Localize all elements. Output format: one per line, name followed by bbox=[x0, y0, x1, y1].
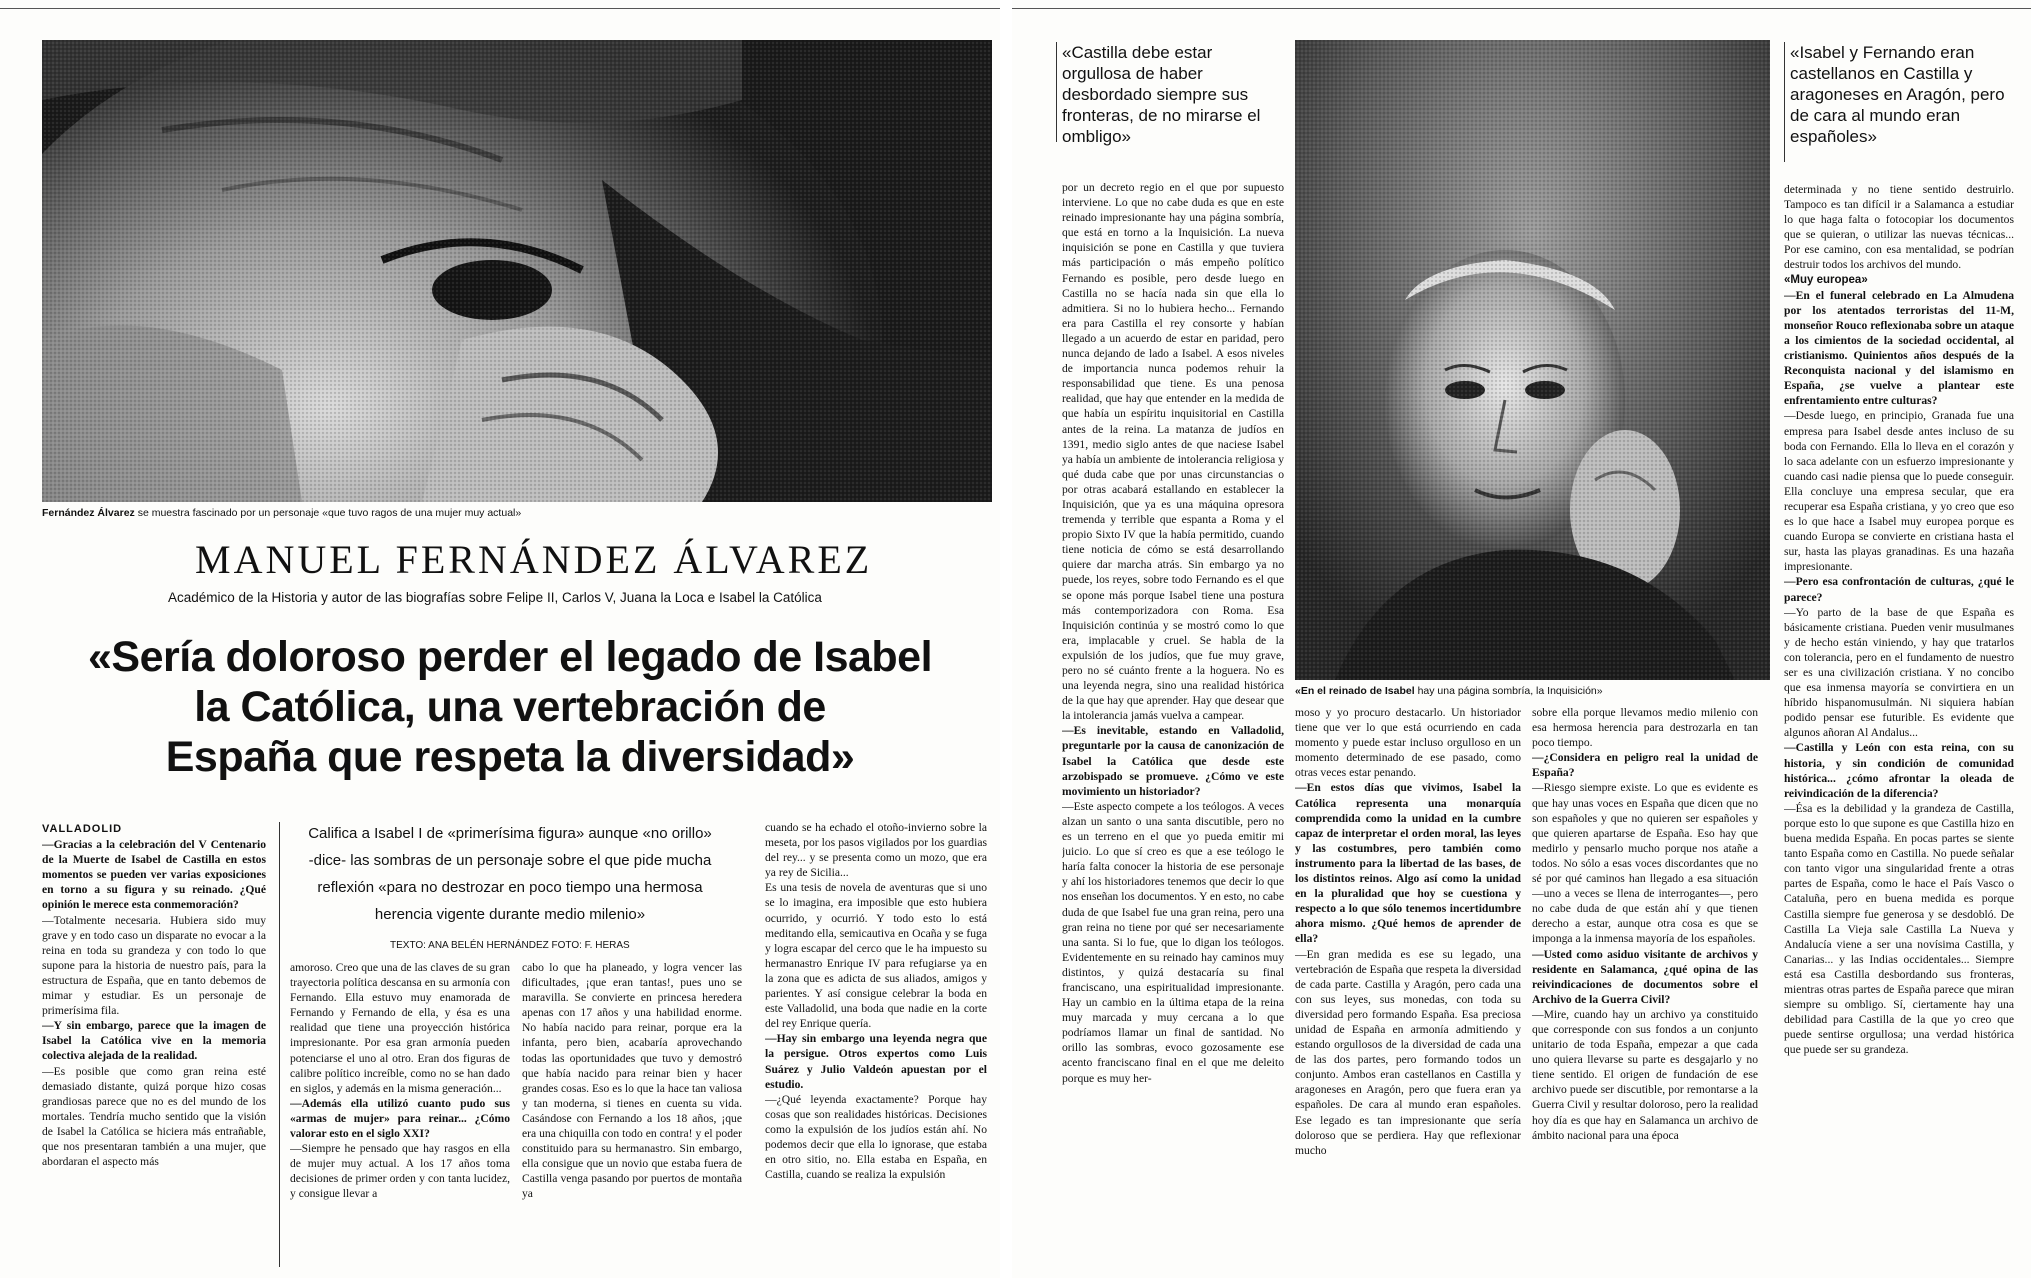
caption-name: Fernández Álvarez bbox=[42, 507, 135, 519]
right-column-2 bbox=[1295, 705, 1521, 1267]
interview-answer: —Yo parto de la base de que España es básicamente cristiana. Pueden venir musulmanes y de hecho están viniendo, y hay que tratarlos con tolerancia, pero en el fundamento de nuestro ser es una civilización cristiana. Y no concibo que esa inmensa mayoría se convirtiera en un híbrido hispanomusulmán. Ni siquiera habían podido pensar ese futurible. Es evidente que algunos añoran Al Andalus... bbox=[1784, 605, 2014, 740]
interview-question: —En el funeral celebrado en La Almudena por los atentados terroristas del 11-M, monseñor Rouco reflexionaba sobre un ataque a los cimientos de la sociedad occidental, al cristianismo. Quinientos años después de la Reconquista nacional y del islamismo en España, ¿se vuelve a plantear este enfrentamiento entre culturas? bbox=[1784, 288, 2014, 408]
interview-answer: cuando se ha echado el otoño-invierno sobre la meseta, por los pasos vigilados por los guardias del rey... y se presenta como un mozo, que era ya rey de Sicilia... bbox=[765, 821, 987, 880]
interview-answer: cabo lo que ha planeado, y logra vencer las dificultades, ¡que eran tantas!, pues uno se maravilla. Se convierte en princesa heredera apenas con 17 años y una habilidad enorme. No había nacido para reinar, porque era la infanta, pero bien, acabaría aprovechando todas las oportunidades que tuvo y demostró que había nacido para reinar bien y hacer grandes cosas. Eso es lo que la hace tan valiosa y tan moderna, si tienes en cuenta su vida. Casándose con Fernando a los 18 años, ¡que era una chiquilla con todo en contra! y el poder constituido para su hermanastro. Sin embargo, ella consigue que un novio que estaba fuera de Castilla venga pasando por puertos de montaña ya bbox=[522, 961, 742, 1201]
interview-answer: amoroso. Creo que una de las claves de su gran trayectoria política descansa en su armonía con Fernando. Ella estuvo muy enamorada de Fernando y Fernando de ella, y ésa es una realidad que tiene una proyección histórica impresionante. Por esa gran armonía pueden potenciarse el uno al otro. Eran dos figuras de calibre político increíble, como no se han dado en siglos, y además en la misma generación... bbox=[290, 961, 510, 1095]
interview-answer: Es una tesis de novela de aventuras que si uno se lo imagina, era imposible que esto hubiera ocurrido, y ocurrió. Y todo esto lo está meditando ella, semicautiva en Ocaña y se fuga y logra escapar del cerco que le ha impuesto su hermanastro Enrique IV para refugiarse ya en la zona que es adicta de sus aliados, amigos y parientes. Y así consigue celebrar la boda en este Valladolid, una boda que nadie en la corte del rey Enrique quería. bbox=[765, 881, 987, 1031]
interview-answer: —En gran medida es ese su legado, una vertebración de España que respeta la diversidad de cada parte. Castilla y Aragón, pero cada una con sus leyes, sus monedas, con toda su diversidad pero formando España. Esa preciosa unidad de España en armonía admitiendo y estando orgullosos de la diversidad de cada una de las dos partes, pero formando todos un conjunto. Ambos eran castellanos en Castilla y aragoneses en Aragón, pero que fuera eran ya españoles. De cara al mundo eran españoles. Ese legado es tan impresionante que sería doloroso que se perdiera. Hay que reflexionar mucho bbox=[1295, 947, 1521, 1157]
photo-caption bbox=[1295, 685, 1770, 698]
interview-question: —Pero esa confrontación de culturas, ¿qué le parece? bbox=[1784, 575, 2014, 604]
right-column-4 bbox=[1784, 182, 2014, 1267]
caption-text: se muestra fascinado por un personaje «que tuvo ragos de una mujer muy actual» bbox=[137, 507, 522, 519]
interview-question: —Hay sin embargo una leyenda negra que la persigue. Otros expertos como Luis Suárez y Julio Valdeón apuestan por el estudio. bbox=[765, 1032, 987, 1091]
intro-line: -dice- las sombras de un personaje sobre el que pide mucha bbox=[308, 852, 712, 869]
right-column-1 bbox=[1062, 180, 1284, 1267]
interview-answer: determinada y no tiene sentido destruirlo. Tampoco es tan difícil ir a Salamanca a estudiar lo que haga falta o fotocopiar los documentos que se quieran, o utilizar las nuevas técnicas... Por ese camino, con esa mentalidad, se podrían destruir todos los archivos del mundo. bbox=[1784, 183, 2014, 272]
intro-line: Califica a Isabel I de «primerísima figura» aunque «no orillo» bbox=[308, 825, 712, 842]
pull-quote-2: «Isabel y Fernando eran castellanos en Castilla y aragoneses en Aragón, pero de cara al mundo eran españoles» bbox=[1790, 43, 2005, 146]
headline bbox=[40, 632, 980, 782]
caption-text: hay una página sombría, la Inquisición» bbox=[1417, 685, 1603, 697]
portrait-photo-seated bbox=[1295, 40, 1770, 680]
headline-line: la Católica, una vertebración de bbox=[194, 683, 826, 731]
interview-answer: moso y yo procuro destacarlo. Un historiador tiene que ver lo que está ocurriendo en cada momento y puede estar incluso orgulloso en un momento determinado de ese pasado, como otras veces estar penando. bbox=[1295, 706, 1521, 780]
interview-answer: —Es posible que como gran reina esté demasiado distante, quizá porque hizo cosas grandiosas parece que no es del mundo de los mortales. Tendría mucho sentido que la visión de Isabel la Católica se hiciera más entrañable, que nos presentaran también a una mujer, que abordaran el aspecto más bbox=[42, 1064, 266, 1169]
right-page bbox=[1012, 0, 2031, 1278]
pull-quote-rule bbox=[1056, 42, 1057, 142]
interview-answer: —Ésa es la debilidad y la grandeza de Castilla, porque esto lo que supone es que Castilla hizo en buena medida España. En pocas partes se siente tanto España como en Castilla. No puede señalar con tanto vigor una singularidad frente a otras partes de España, como le hace el País Vasco o Cataluña, pero en buena medida es porque Castilla siempre fue generosa y se desdobló. De Castilla La Vieja sale Castilla La Nueva y Andalucía viene a ser una novísima Castilla, y Canarias... y las Indias occidentales... Siempre está esa Castilla desbordando sus fronteras, mientras otras partes de España parece que miran siempre su ombligo. Sí, ciertamente hay una debilidad para Castilla de la que yo creo que puede sentirse orgullosa; una verdad histórica que puede ser su grandeza. bbox=[1784, 801, 2014, 1057]
intro-deck bbox=[290, 820, 730, 928]
left-column-4 bbox=[765, 820, 987, 1267]
interview-question: —En estos días que vivimos, Isabel la Católica representa una monarquía comprendida como la unidad en la cumbre capaz de interpretar el orden moral, las leyes y las costumbres, pero también como instrumento para la libertad de las bases, de los distintos reinos. Algo así como la unidad en la pluralidad que hoy se cuestiona y respecto a lo que sólo tenemos incertidumbre ahora mismo. ¿Qué hemos de aprender de ella? bbox=[1295, 781, 1521, 946]
headline-line: España que respeta la diversidad» bbox=[165, 733, 855, 781]
caption-name: «En el reinado de Isabel bbox=[1295, 685, 1415, 697]
interview-answer: —Este aspecto compete a los teólogos. A veces alzan un santo o una santa discutible, pero no es un terreno en el que yo pueda emitir mi juicio. Lo que sí creo es que a ese teólogo le haría falta conocer la historia de ese personaje y ahí los historiadores tenemos que decir lo que nos enseñan los documentos. Y en esto, no cabe duda de que Isabel fue una gran reina, pero una gran reina no tiene por qué ser necesariamente una santa. Si lo fue, que lo digan los teólogos. Evidentemente en su reinado hay caminos muy distintos, y quizá destacaría su final franciscano, una espiritualidad impresionante. Hay un cambio en la última etapa de la reina muy marcada y muy cercana a lo que podríamos llamar un final de santidad. No orillo las sombras, evoco gozosamente ese acento franciscano final en el que me deleito porque es muy her- bbox=[1062, 799, 1284, 1085]
author-name: MANUEL FERNÁNDEZ ÁLVAREZ bbox=[195, 537, 873, 582]
column-divider bbox=[279, 822, 280, 1267]
interview-answer: por un decreto regio en el que por supuesto interviene. Lo que no cabe duda es que en este reinado impresionante hay una página sombría, que está en torno a la Inquisición. La nueva inquisición se pone en Castilla y que tuviera más participación o más empeño político Fernando es posible, pero desde luego en Castilla no se hacía nada sin que ella lo admitiera. Si no lo hubiera hecho... Fernando era para Castilla el rey consorte y habían llegado a un acuerdo de estar en paridad, pero nunca dejando de lado a Isabel. A esos niveles de importancia nunca podemos rehuir la responsabilidad que tiene. Es una penosa realidad, que hay que entender en la medida de que había un espíritu inquisitorial en Castilla antes de la reina. La matanza de judíos en 1391, medio siglo antes de que naciese Isabel ya había un ambiente de intolerancia religiosa y qué duda cabe que por unas circunstancias o por otras acabará estallando en establecer la Inquisición, que ya es una máquina opresora tremenda y terrible que espanta a Roma y el propio Sixto IV que la había permitido, cuando tiene noticia de cómo se está desarrollando quiere dar marcha atrás. Sin embargo ya no puede, los reyes, sobre todo Fernando es el que se opone más porque Isabel tiene una postura más contemporizadora con Roma. Esa Inquisición continúa y se mostró como lo que era, implacable y cruel. Se habla de la expulsión de los judíos, que fue muy grave, pero no sé cuánto frente a la hoguera. No es una leyenda negra, sino una realidad histórica de la que hay que aprender. Hay que desear que la intolerancia jamás vuelva a campear. bbox=[1062, 181, 1284, 723]
interview-question: —¿Considera en peligro real la unidad de España? bbox=[1532, 751, 1758, 780]
top-rule bbox=[1012, 8, 2031, 9]
interview-answer: —Siempre he pensado que hay rasgos en ella de mujer muy actual. A los 17 años toma decisiones de primer orden y con tanta lucidez, y consigue llevar a bbox=[290, 1142, 510, 1201]
intro-line: herencia vigente durante medio milenio» bbox=[374, 906, 646, 923]
intro-line: reflexión «para no destrozar en poco tiempo una hermosa bbox=[317, 879, 703, 896]
interview-question: —Usted como asiduo visitante de archivos y residente en Salamanca, ¿qué opina de las reivindicaciones de documentos sobre el Archivo de la Guerra Civil? bbox=[1532, 947, 1758, 1006]
interview-answer: —¿Qué leyenda exactamente? Porque hay cosas que son realidades históricas. Decisiones como la expulsión de los judíos están ahí. No podemos decir que ella lo ignorase, que estaba en otro sitio, no. Ella estaba en España, en Castilla, cuando se realiza la expulsión bbox=[765, 1092, 987, 1182]
headline-line: «Sería doloroso perder el legado de Isabel bbox=[87, 633, 933, 681]
pull-quote-rule bbox=[1784, 42, 1785, 162]
interview-answer: sobre ella porque llevamos medio milenio con esa hermosa herencia para destrozarla en tan poco tiempo. bbox=[1532, 706, 1758, 750]
page-gutter bbox=[1000, 0, 1012, 1278]
pull-quote-1: «Castilla debe estar orgullosa de haber desbordado siempre sus fronteras, de no mirarse el ombligo» bbox=[1062, 43, 1261, 146]
interview-question: —Y sin embargo, parece que la imagen de Isabel la Católica vive en la memoria colectiva alejada de la realidad. bbox=[42, 1019, 266, 1063]
left-column-3 bbox=[522, 960, 742, 1267]
top-rule bbox=[0, 8, 1000, 9]
byline-credit: TEXTO: ANA BELÉN HERNÁNDEZ FOTO: F. HERAS bbox=[390, 940, 630, 951]
right-column-3 bbox=[1532, 705, 1758, 1267]
interview-question: —Castilla y León con esta reina, con su historia, y sin condición de comunidad histórica... ¿cómo afrontar la oleada de reivindicación de la diferencia? bbox=[1784, 741, 2014, 800]
section-subhead: «Muy europea» bbox=[1784, 273, 1868, 286]
left-page bbox=[0, 0, 1000, 1278]
dateline-place: VALLADOLID bbox=[42, 823, 123, 835]
interview-question: —Además ella utilizó cuanto pudo sus «armas de mujer» para reinar... ¿Cómo valorar esto en el siglo XXI? bbox=[290, 1096, 510, 1141]
interview-answer: —Totalmente necesaria. Hubiera sido muy grave y en todo caso un disparate no evocar a la reina en toda su grandeza y con todo lo que supone para la historia de nuestro país, para la estructura de España, que en tanto debemos de mimar y estudiar. Es un personaje de primerísima fila. bbox=[42, 913, 266, 1018]
interview-question: —Es inevitable, estando en Valladolid, preguntarle por la causa de canonización de Isabel la Católica que desde este arzobispado se promueve. ¿Cómo ve este movimiento un historiador? bbox=[1062, 724, 1284, 798]
interview-question: —Gracias a la celebración del V Centenario de la Muerte de Isabel de Castilla en estos momentos se pueden ver varias exposiciones en torno a su figura y su reinado. ¿Qué opinión le merece esta conmemoración? bbox=[42, 838, 266, 912]
interview-answer: —Mire, cuando hay un archivo ya constituido que corresponde con sus fondos a un conjunto unitario de toda España, empezar a que cada uno quiera llevarse su parte es desgajarlo y no tiene sentido. El origen de fundación de ese archivo puede ser discutible, por remontarse a la Guerra Civil y resultar doloroso, pero la realidad hoy día es que hay en Salamanca un archivo de ámbito nacional para una época bbox=[1532, 1007, 1758, 1142]
author-subtitle: Académico de la Historia y autor de las biografías sobre Felipe II, Carlos V, Juana la Loca e Isabel la Católica bbox=[168, 590, 822, 605]
interview-answer: —Riesgo siempre existe. Lo que es evidente es que hay unas voces en España que dicen que no son españoles y que no quieren ser españoles y que quieren apartarse de España. Eso hay que medirlo y pensarlo mucho porque nos atañe a todos. No sólo a esas voces discordantes que no sé por qué caminos han llegado a esa situación —uno a veces se llena de interrogantes—, pero no cabe duda de que están ahí y que tienen derecho a estar, aunque otra cosa es que se imponga a la inmensa mayoría de los españoles. bbox=[1532, 781, 1758, 946]
interview-answer: —Desde luego, en principio, Granada fue una empresa para Isabel desde antes incluso de su boda con Fernando. Ella lo lleva en el corazón y lo saca adelante con un esfuerzo impresionante y cuando casi nadie piensa que lo puede conseguir. Ella concluye una empresa secular, que era recuperar esa España cristiana, y yo creo que eso es lo que hace a Isabel muy europea porque es cuando Europa se convierte en cristiana hasta el sur, hasta las playas granadinas. Es una hazaña impresionante. bbox=[1784, 409, 2014, 574]
portrait-photo-closeup bbox=[42, 40, 992, 502]
left-column-2 bbox=[290, 960, 510, 1267]
photo-caption bbox=[42, 507, 992, 520]
left-column-1 bbox=[42, 822, 266, 1267]
